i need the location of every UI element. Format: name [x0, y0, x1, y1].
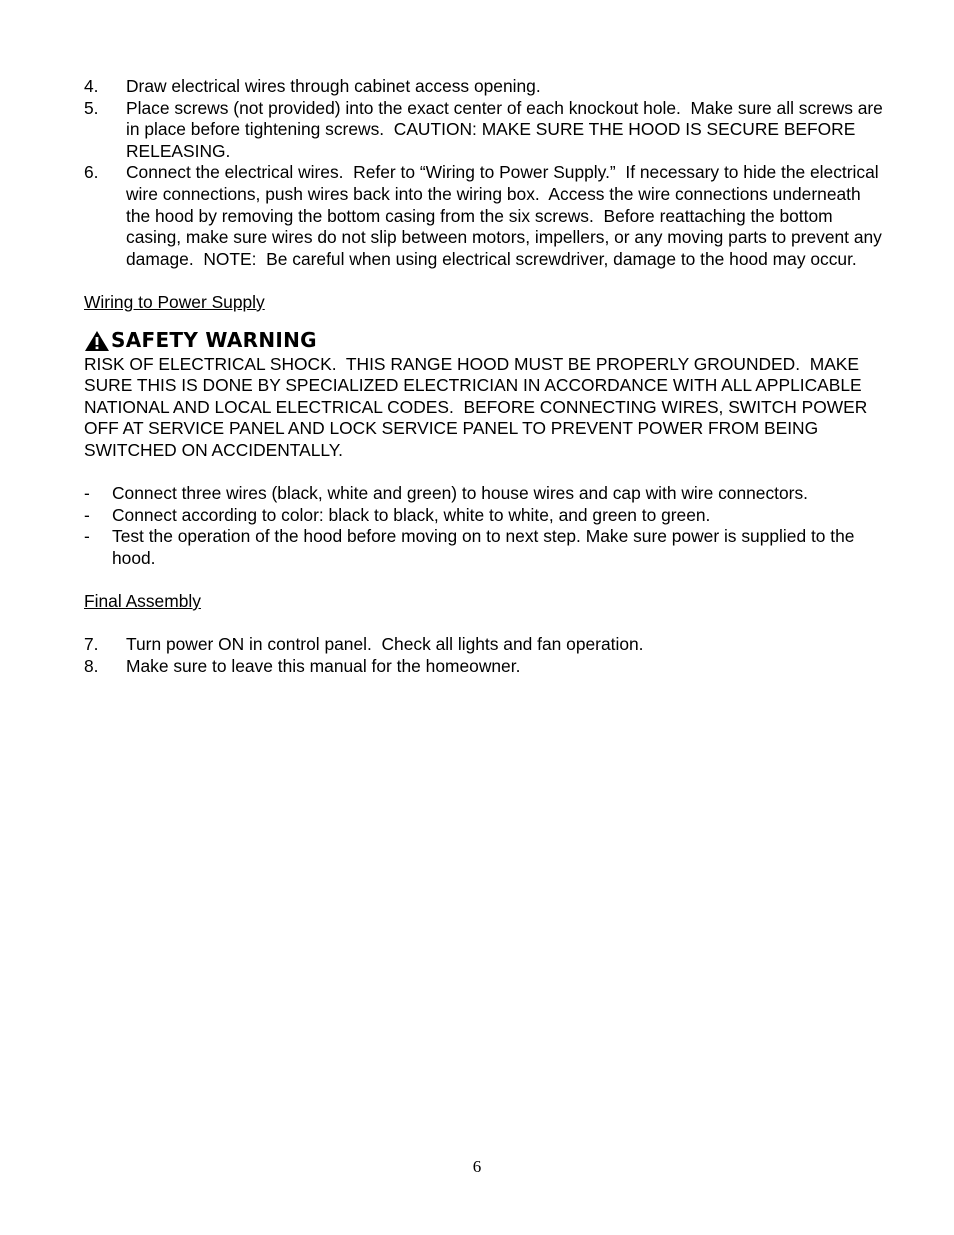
- list-item: [84, 162, 887, 270]
- safety-warning-body: RISK OF ELECTRICAL SHOCK. THIS RANGE HOOD MUST BE PROPERLY GROUNDED. MAKE SURE THIS IS DONE BY SPECIALIZED ELECTRICIAN IN ACCORDANCE WITH ALL APPLICABLE NATIONAL AND LOCAL ELECTRICAL CODES. BEFORE CONNECTING WIRES, SWITCH POWER OFF AT SERVICE PANEL AND LOCK SERVICE PANEL TO PREVENT POWER FROM BEING SWITCHED ON ACCIDENTALLY.: [84, 353, 873, 460]
- step-number: 5.: [84, 97, 99, 118]
- wiring-bullet-list: [84, 483, 884, 569]
- list-item: [84, 634, 884, 656]
- list-item: [84, 656, 884, 678]
- step-number: 6.: [84, 162, 99, 183]
- bullet-dash: -: [84, 526, 90, 547]
- warning-triangle-icon: [84, 330, 110, 352]
- list-item: [84, 483, 884, 505]
- list-item: [84, 505, 884, 527]
- spacer: [84, 270, 884, 292]
- spacer: [84, 462, 884, 484]
- bullet-text: Connect according to color: black to black, white to white, and green to green.: [112, 504, 711, 525]
- step-text: Draw electrical wires through cabinet access opening.: [126, 76, 541, 96]
- spacer: [84, 569, 884, 591]
- list-item: [84, 97, 888, 163]
- page-number: 6: [472, 1157, 482, 1176]
- step-text: Connect the electrical wires. Refer to “Wiring to Power Supply.” If necessary to hide the electrical wire connections, push wires back into the wiring box. Access the wire connections underneath the hood by removing the bottom casing from the six screws. Before reattaching the bottom casing, make sure wires do not slip between motors, impellers, or any moving parts to prevent any damage. NOTE: Be careful when using electrical screwdriver, damage to the hood may occur.: [126, 162, 887, 269]
- safety-warning-title: [84, 328, 884, 354]
- step-text: Make sure to leave this manual for the homeowner.: [126, 655, 521, 676]
- spacer: [84, 613, 884, 635]
- steps-top-list: [84, 76, 888, 270]
- bullet-text: Connect three wires (black, white and green) to house wires and cap with wire connectors.: [112, 483, 808, 504]
- steps-final-list: [84, 634, 884, 677]
- bullet-dash: -: [84, 504, 90, 525]
- list-item: [84, 76, 884, 98]
- step-number: 8.: [84, 655, 99, 676]
- step-text: Place screws (not provided) into the exact center of each knockout hole. Make sure all screws are in place before tightening screws. CAUTION: MAKE SURE THE HOOD IS SECURE BEFORE RELEASING.: [126, 97, 888, 161]
- step-text: Turn power ON in control panel. Check all lights and fan operation.: [126, 634, 644, 655]
- step-number: 4.: [84, 76, 99, 96]
- bullet-text: Test the operation of the hood before moving on to next step. Make sure power is supplied to the hood.: [112, 526, 855, 568]
- wiring-heading: Wiring to Power Supply: [84, 291, 265, 312]
- step-number: 7.: [84, 634, 99, 655]
- bullet-dash: -: [84, 483, 90, 504]
- warning-title-text: SAFETY WARNING: [111, 327, 317, 352]
- final-assembly-heading: Final Assembly: [84, 591, 201, 612]
- list-item: [84, 526, 884, 569]
- document-page: [84, 76, 888, 677]
